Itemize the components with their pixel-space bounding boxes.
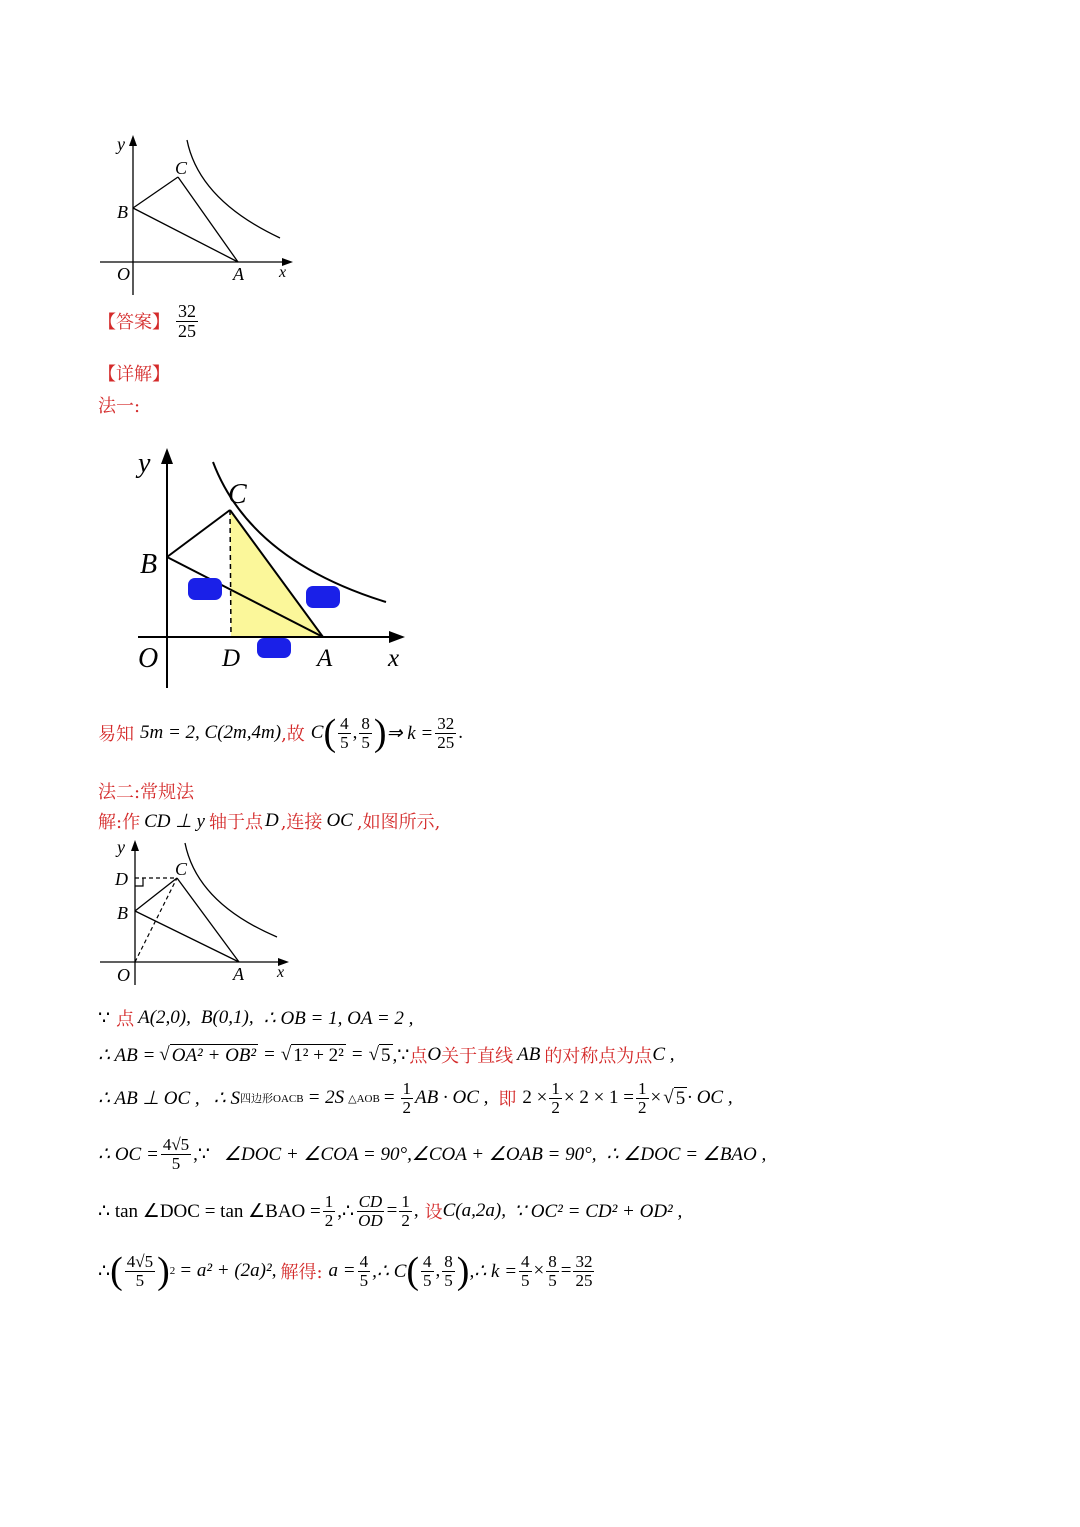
fig1-label-o: O <box>117 264 130 284</box>
fig1-label-b: B <box>117 202 128 222</box>
detail-tag: 【详解】 <box>98 364 170 385</box>
line1-arrow: ⇒ k = <box>386 722 434 744</box>
line1-k: $\frac{32}{25}$ <box>437 713 455 752</box>
fig3-label-y: y <box>117 837 125 857</box>
fig1-label-x: x <box>279 264 287 281</box>
figure-2 <box>130 440 420 695</box>
fig2-label-a: A <box>317 645 333 672</box>
fig1-label-a: A <box>233 264 244 284</box>
figure-1 <box>95 130 305 300</box>
fig2-label-x: x <box>388 645 400 672</box>
line1-frac1: $\frac{4}{5}$ <box>340 713 349 752</box>
fig2-label-c: C <box>228 479 247 510</box>
fig1-label-c: C <box>175 158 188 178</box>
scribble-mark-3 <box>257 638 291 658</box>
method1-title: 法一: <box>98 396 141 417</box>
method1-line: 易知 5m = 2, C(2m,4m) ,故 C ( $\frac{4}{5}$ , $\frac{8}{5}$ ) ⇒ k = $\frac{32}{25}$ . <box>98 712 463 754</box>
fig2-label-y: y <box>138 448 151 479</box>
fig3-label-c: C <box>175 859 188 879</box>
method2-title: 法二:常规法 <box>98 782 195 803</box>
fig2-label-b: B <box>140 549 158 580</box>
line1-expr: 5m = 2, C(2m,4m) <box>140 722 282 743</box>
fig3-label-d: D <box>115 869 128 889</box>
fig2-label-d: D <box>222 645 241 672</box>
fig3-label-x: x <box>277 964 285 981</box>
answer-fraction: $\frac{32}{25}$ <box>178 301 196 341</box>
line1-frac2: $\frac{8}{5}$ <box>361 713 370 752</box>
answer-tag: 【答案】 <box>98 312 170 334</box>
scribble-mark-1 <box>188 578 222 600</box>
step-3: ∴ AB ⊥ OC , ∴ S 四边形OACB = 2S △AOB = $\frac{1}{2}$ AB · OC , 即 2 × $\frac{1}{2}$ × 2 × 1 = $\frac{1}{2}$ × √ 5 · OC , <box>98 1079 733 1117</box>
line1-c: C <box>310 722 324 743</box>
fig3-label-b: B <box>117 903 128 923</box>
scribble-mark-2 <box>306 586 340 608</box>
step-6: ∴ ( $\frac{4√5}{5}$ ) 2 = a² + (2a)² , 解得: a = $\frac{4}{5}$ ,∴ C ( $\frac{4}{5}$ , $\frac{8}{5}$ ) ,∴ k = $\frac{4}{5}$ × $\frac{8}{5}$ = $\frac{32}{25}$ <box>98 1250 593 1292</box>
step-1: ∵ 点 A(2,0), B(0,1), ∴ OB = 1, OA = 2 , <box>98 1007 414 1030</box>
fig3-label-a: A <box>233 964 244 984</box>
step-4: ∴ OC = $\frac{4√5}{5}$ ,∵ ∠DOC + ∠COA = 90°,∠COA + ∠OAB = 90°, ∴ ∠DOC = ∠BAO , <box>98 1135 767 1173</box>
line1-text1: 易知 <box>98 724 134 745</box>
step-5: ∴ tan ∠DOC = tan ∠BAO = $\frac{1}{2}$ ,∴ $\frac{CD}{OD}$ = $\frac{1}{2}$ , 设 C(a,2a), ∵ OC² = CD² + OD² , <box>98 1192 683 1230</box>
answer-line <box>98 302 200 341</box>
line1-text2: ,故 <box>281 724 305 745</box>
method2-solution: 解:作 CD ⊥ y 轴于点 D ,连接 OC ,如图所示, <box>98 810 441 833</box>
fig3-label-o: O <box>117 965 130 985</box>
step-2: ∴ AB = √ OA² + OB² = √ 1² + 2² = √ 5 ,∵ 点 O 关于直线 AB 的对称点为点 C , <box>98 1044 675 1067</box>
fig1-label-y: y <box>117 134 125 154</box>
fig2-label-o: O <box>138 643 159 674</box>
figure-3 <box>95 835 305 990</box>
